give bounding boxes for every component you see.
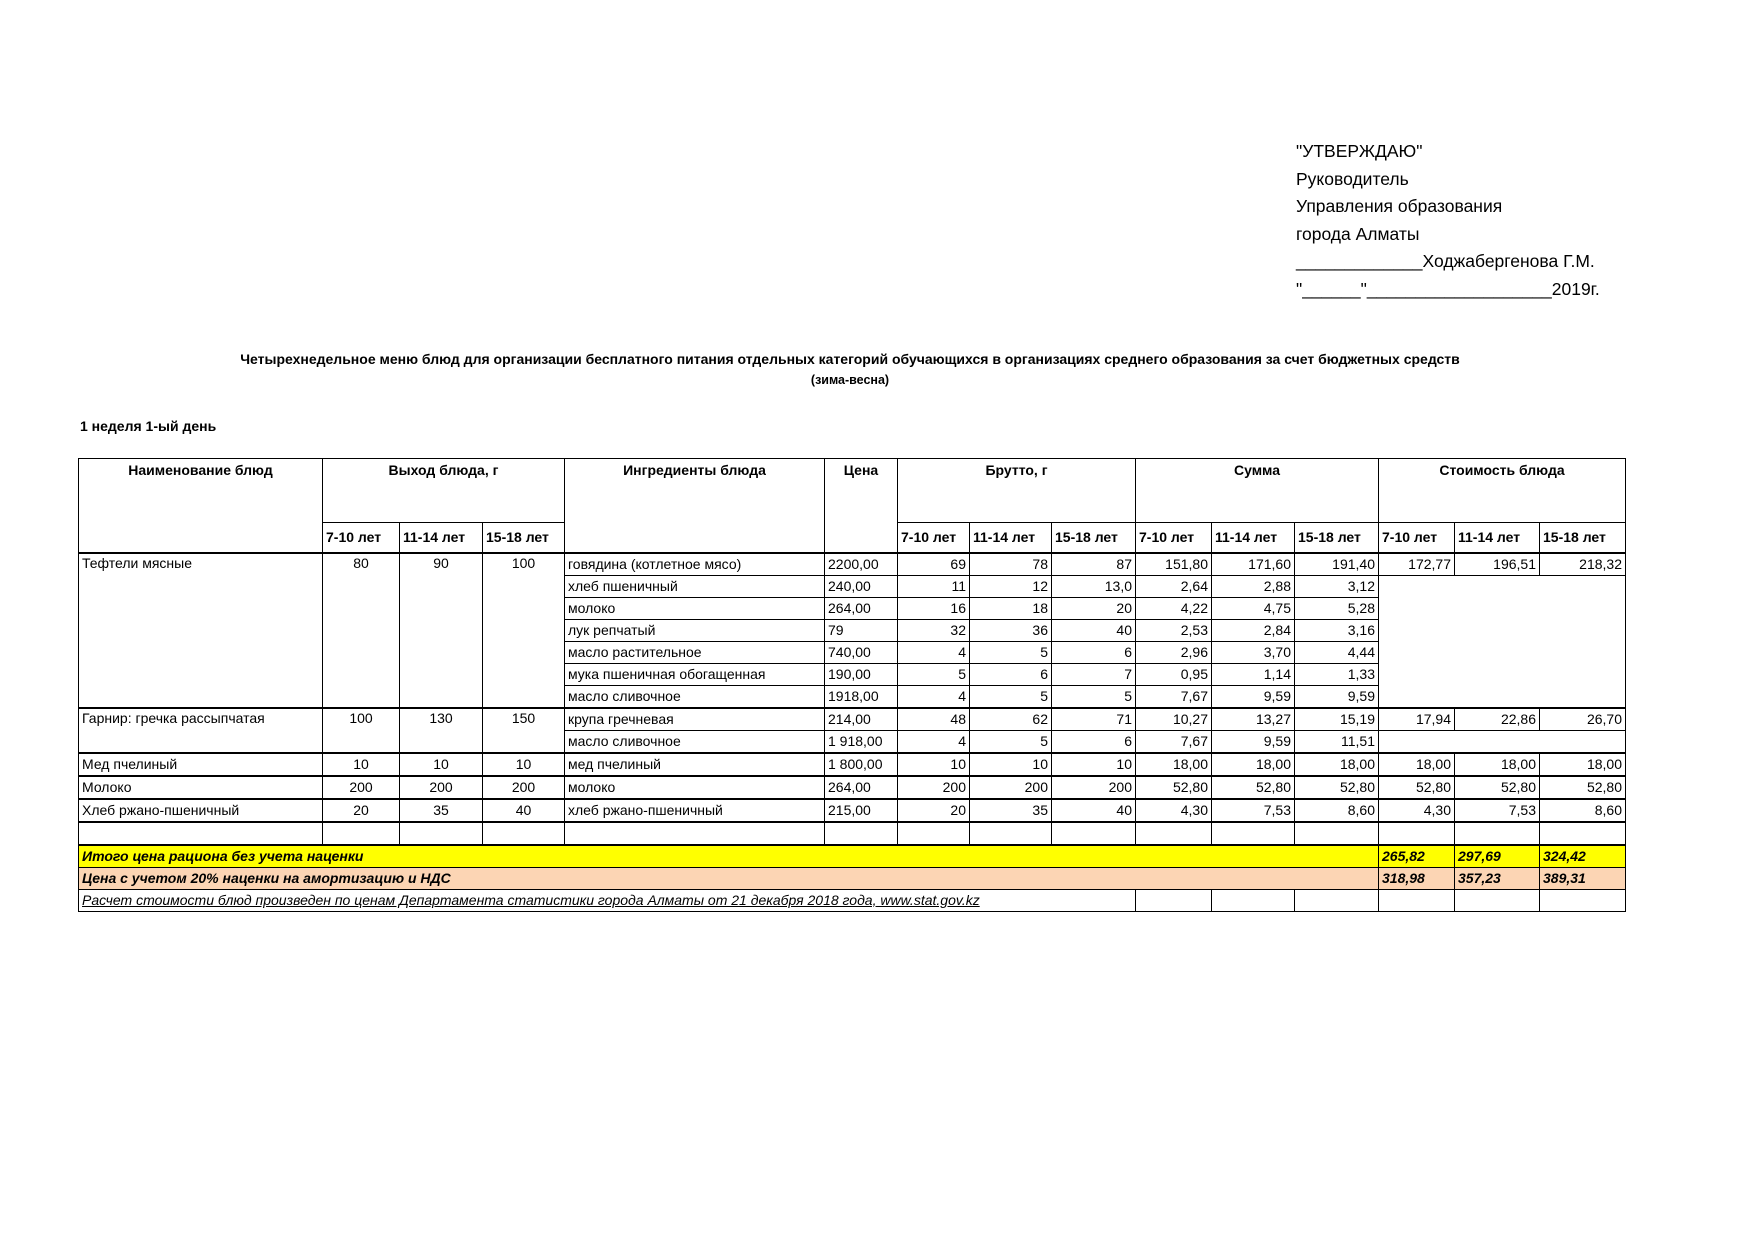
ingredient-price: 2200,00 [825, 553, 898, 576]
sum-age1: 0,95 [1136, 663, 1212, 685]
brutto-age3: 6 [1052, 730, 1136, 753]
approval-line-city: города Алматы [1296, 223, 1420, 244]
ingredient-name: говядина (котлетное мясо) [565, 553, 825, 576]
cost-age1: 52,80 [1379, 776, 1455, 799]
brutto-age2: 36 [970, 619, 1052, 641]
ingredient-price: 1 918,00 [825, 730, 898, 753]
empty-cell [400, 822, 483, 845]
sum-age2: 171,60 [1212, 553, 1295, 576]
brutto-age3: 20 [1052, 597, 1136, 619]
ingredient-price: 264,00 [825, 776, 898, 799]
header-cost: Стоимость блюда [1379, 459, 1626, 523]
brutto-age3: 10 [1052, 753, 1136, 776]
document-subtitle: (зима-весна) [810, 373, 890, 387]
cost-age1: 172,77 [1379, 553, 1455, 576]
total-with-markup-row [79, 867, 1626, 889]
sum-age1: 7,67 [1136, 730, 1212, 753]
sum-age1: 151,80 [1136, 553, 1212, 576]
empty-cell [1136, 822, 1212, 845]
total-without-markup-label: Итого цена рациона без учета наценки [79, 845, 1379, 868]
yield-age2: 10 [400, 753, 483, 776]
ingredient-name: крупа гречневая [565, 708, 825, 731]
brutto-age1: 200 [898, 776, 970, 799]
brutto-age1: 4 [898, 685, 970, 708]
dish-name: Молоко [79, 776, 323, 799]
sum-age3: 8,60 [1295, 799, 1379, 822]
empty-cell [1540, 822, 1626, 845]
brutto-age1: 11 [898, 575, 970, 597]
ingredient-name: хлеб ржано-пшеничный [565, 799, 825, 822]
brutto-age2: 6 [970, 663, 1052, 685]
sum-age3: 18,00 [1295, 753, 1379, 776]
table-row [79, 799, 1626, 822]
empty-cell [1212, 889, 1295, 911]
table-row [79, 553, 1626, 576]
subheader-sum-age3: 15-18 лет [1295, 523, 1379, 553]
sum-age2: 9,59 [1212, 685, 1295, 708]
brutto-age1: 4 [898, 641, 970, 663]
brutto-age3: 6 [1052, 641, 1136, 663]
cost-age1: 18,00 [1379, 753, 1455, 776]
brutto-age2: 5 [970, 730, 1052, 753]
sum-age1: 2,96 [1136, 641, 1212, 663]
cost-age3: 8,60 [1540, 799, 1626, 822]
cost-age3: 18,00 [1540, 753, 1626, 776]
ingredient-name: лук репчатый [565, 619, 825, 641]
brutto-age2: 12 [970, 575, 1052, 597]
day-label: 1 неделя 1-ый день [80, 418, 217, 434]
empty-cell [898, 822, 970, 845]
brutto-age3: 71 [1052, 708, 1136, 731]
total-without-markup-row [79, 845, 1626, 868]
approval-block [1296, 138, 1600, 303]
total-without-markup-age1: 265,82 [1379, 845, 1455, 868]
brutto-age3: 200 [1052, 776, 1136, 799]
subheader-yield-age3: 15-18 лет [483, 523, 565, 553]
ingredient-price: 215,00 [825, 799, 898, 822]
ingredient-name: хлеб пшеничный [565, 575, 825, 597]
table-row [79, 708, 1626, 731]
total-with-markup-age3: 389,31 [1540, 867, 1626, 889]
header-ingredients: Ингредиенты блюда [565, 459, 825, 553]
cost-age2: 7,53 [1455, 799, 1540, 822]
empty-cell [1295, 822, 1379, 845]
ingredient-name: молоко [565, 597, 825, 619]
ingredient-name: мука пшеничная обогащенная [565, 663, 825, 685]
cost-empty-cell [1379, 575, 1626, 708]
sum-age3: 5,28 [1295, 597, 1379, 619]
empty-cell [970, 822, 1052, 845]
approval-line-signature: _____________Ходжабергенова Г.М. [1296, 251, 1595, 271]
subheader-brutto-age2: 11-14 лет [970, 523, 1052, 553]
subheader-sum-age2: 11-14 лет [1212, 523, 1295, 553]
price-source-note: Расчет стоимости блюд произведен по ценам Департамента статистики города Алматы от 21 декабря 2018 года, www.stat.gov.kz [79, 889, 1136, 911]
subheader-cost-age2: 11-14 лет [1455, 523, 1540, 553]
total-without-markup-age2: 297,69 [1455, 845, 1540, 868]
header-yield: Выход блюда, г [323, 459, 565, 523]
yield-age3: 10 [483, 753, 565, 776]
sum-age1: 10,27 [1136, 708, 1212, 731]
approval-line-approve: "УТВЕРЖДАЮ" [1296, 141, 1423, 161]
subheader-cost-age1: 7-10 лет [1379, 523, 1455, 553]
sum-age1: 52,80 [1136, 776, 1212, 799]
sum-age2: 18,00 [1212, 753, 1295, 776]
sum-age3: 11,51 [1295, 730, 1379, 753]
header-price: Цена [825, 459, 898, 553]
ingredient-name: масло сливочное [565, 730, 825, 753]
total-with-markup-label: Цена с учетом 20% наценки на амортизацию и НДС [79, 867, 1379, 889]
sum-age1: 4,22 [1136, 597, 1212, 619]
document-title: Четырехнедельное меню блюд для организации бесплатного питания отдельных категорий обучающихся в организациях среднего образования за счет бюджетных средств [240, 351, 1460, 367]
subheader-yield-age2: 11-14 лет [400, 523, 483, 553]
sum-age2: 52,80 [1212, 776, 1295, 799]
empty-cell [1379, 822, 1455, 845]
empty-cell [323, 822, 400, 845]
brutto-age3: 13,0 [1052, 575, 1136, 597]
brutto-age2: 5 [970, 641, 1052, 663]
sum-age3: 52,80 [1295, 776, 1379, 799]
empty-cell [825, 822, 898, 845]
ingredient-name: мед пчелиный [565, 753, 825, 776]
total-without-markup-age3: 324,42 [1540, 845, 1626, 868]
table-row [79, 753, 1626, 776]
yield-age2: 35 [400, 799, 483, 822]
dish-name: Хлеб ржано-пшеничный [79, 799, 323, 822]
empty-cell [1052, 822, 1136, 845]
yield-age1: 80 [323, 553, 400, 708]
brutto-age2: 35 [970, 799, 1052, 822]
cost-age1: 17,94 [1379, 708, 1455, 731]
subheader-cost-age3: 15-18 лет [1540, 523, 1626, 553]
sum-age3: 1,33 [1295, 663, 1379, 685]
sum-age1: 18,00 [1136, 753, 1212, 776]
sum-age1: 4,30 [1136, 799, 1212, 822]
empty-cell [1540, 889, 1626, 911]
cost-age3: 26,70 [1540, 708, 1626, 731]
empty-cell [1136, 889, 1212, 911]
empty-row [79, 822, 1626, 845]
sum-age2: 2,84 [1212, 619, 1295, 641]
table-row [79, 776, 1626, 799]
table-header-row [79, 459, 1626, 523]
cost-age2: 52,80 [1455, 776, 1540, 799]
cost-empty-cell [1379, 730, 1626, 753]
ingredient-price: 1 800,00 [825, 753, 898, 776]
header-dish: Наименование блюд [79, 459, 323, 553]
brutto-age3: 40 [1052, 619, 1136, 641]
subheader-brutto-age1: 7-10 лет [898, 523, 970, 553]
empty-cell [1379, 889, 1455, 911]
sum-age3: 3,16 [1295, 619, 1379, 641]
sum-age2: 7,53 [1212, 799, 1295, 822]
header-brutto: Брутто, г [898, 459, 1136, 523]
subheader-brutto-age3: 15-18 лет [1052, 523, 1136, 553]
sum-age2: 4,75 [1212, 597, 1295, 619]
brutto-age3: 5 [1052, 685, 1136, 708]
ingredient-price: 740,00 [825, 641, 898, 663]
empty-cell [1455, 889, 1540, 911]
dish-name: Тефтели мясные [79, 553, 323, 708]
sum-age2: 9,59 [1212, 730, 1295, 753]
ingredient-price: 214,00 [825, 708, 898, 731]
empty-cell [79, 822, 323, 845]
brutto-age2: 18 [970, 597, 1052, 619]
yield-age2: 130 [400, 708, 483, 753]
sum-age2: 3,70 [1212, 641, 1295, 663]
sum-age2: 1,14 [1212, 663, 1295, 685]
sum-age1: 7,67 [1136, 685, 1212, 708]
brutto-age3: 7 [1052, 663, 1136, 685]
ingredient-name: масло растительное [565, 641, 825, 663]
sum-age3: 9,59 [1295, 685, 1379, 708]
yield-age1: 200 [323, 776, 400, 799]
sum-age3: 3,12 [1295, 575, 1379, 597]
cost-age2: 196,51 [1455, 553, 1540, 576]
ingredient-name: масло сливочное [565, 685, 825, 708]
yield-age3: 40 [483, 799, 565, 822]
cost-age3: 218,32 [1540, 553, 1626, 576]
cost-age1: 4,30 [1379, 799, 1455, 822]
subheader-yield-age1: 7-10 лет [323, 523, 400, 553]
yield-age3: 100 [483, 553, 565, 708]
dish-name: Гарнир: гречка рассыпчатая [79, 708, 323, 753]
approval-line-date: "______"___________________2019г. [1296, 278, 1600, 299]
empty-cell [1295, 889, 1379, 911]
cost-age2: 18,00 [1455, 753, 1540, 776]
yield-age1: 10 [323, 753, 400, 776]
yield-age2: 90 [400, 553, 483, 708]
approval-line-position: Руководитель [1296, 168, 1409, 189]
brutto-age2: 200 [970, 776, 1052, 799]
subheader-sum-age1: 7-10 лет [1136, 523, 1212, 553]
sum-age3: 15,19 [1295, 708, 1379, 731]
brutto-age1: 20 [898, 799, 970, 822]
ingredient-price: 79 [825, 619, 898, 641]
sum-age2: 13,27 [1212, 708, 1295, 731]
brutto-age2: 62 [970, 708, 1052, 731]
note-row [79, 889, 1626, 911]
brutto-age1: 48 [898, 708, 970, 731]
empty-cell [483, 822, 565, 845]
cost-age2: 22,86 [1455, 708, 1540, 731]
header-sum: Сумма [1136, 459, 1379, 523]
brutto-age2: 5 [970, 685, 1052, 708]
brutto-age3: 40 [1052, 799, 1136, 822]
ingredient-name: молоко [565, 776, 825, 799]
brutto-age1: 5 [898, 663, 970, 685]
ingredient-price: 240,00 [825, 575, 898, 597]
yield-age3: 200 [483, 776, 565, 799]
sum-age3: 191,40 [1295, 553, 1379, 576]
yield-age1: 20 [323, 799, 400, 822]
brutto-age2: 78 [970, 553, 1052, 576]
empty-cell [1455, 822, 1540, 845]
sum-age1: 2,53 [1136, 619, 1212, 641]
menu-table [78, 458, 1626, 912]
brutto-age1: 69 [898, 553, 970, 576]
ingredient-price: 1918,00 [825, 685, 898, 708]
brutto-age1: 16 [898, 597, 970, 619]
sum-age3: 4,44 [1295, 641, 1379, 663]
ingredient-price: 264,00 [825, 597, 898, 619]
dish-name: Мед пчелиный [79, 753, 323, 776]
approval-line-department: Управления образования [1296, 196, 1503, 216]
total-with-markup-age2: 357,23 [1455, 867, 1540, 889]
brutto-age3: 87 [1052, 553, 1136, 576]
ingredient-price: 190,00 [825, 663, 898, 685]
yield-age1: 100 [323, 708, 400, 753]
brutto-age1: 10 [898, 753, 970, 776]
yield-age2: 200 [400, 776, 483, 799]
sum-age2: 2,88 [1212, 575, 1295, 597]
total-with-markup-age1: 318,98 [1379, 867, 1455, 889]
brutto-age2: 10 [970, 753, 1052, 776]
yield-age3: 150 [483, 708, 565, 753]
empty-cell [1212, 822, 1295, 845]
brutto-age1: 32 [898, 619, 970, 641]
brutto-age1: 4 [898, 730, 970, 753]
cost-age3: 52,80 [1540, 776, 1626, 799]
sum-age1: 2,64 [1136, 575, 1212, 597]
empty-cell [565, 822, 825, 845]
